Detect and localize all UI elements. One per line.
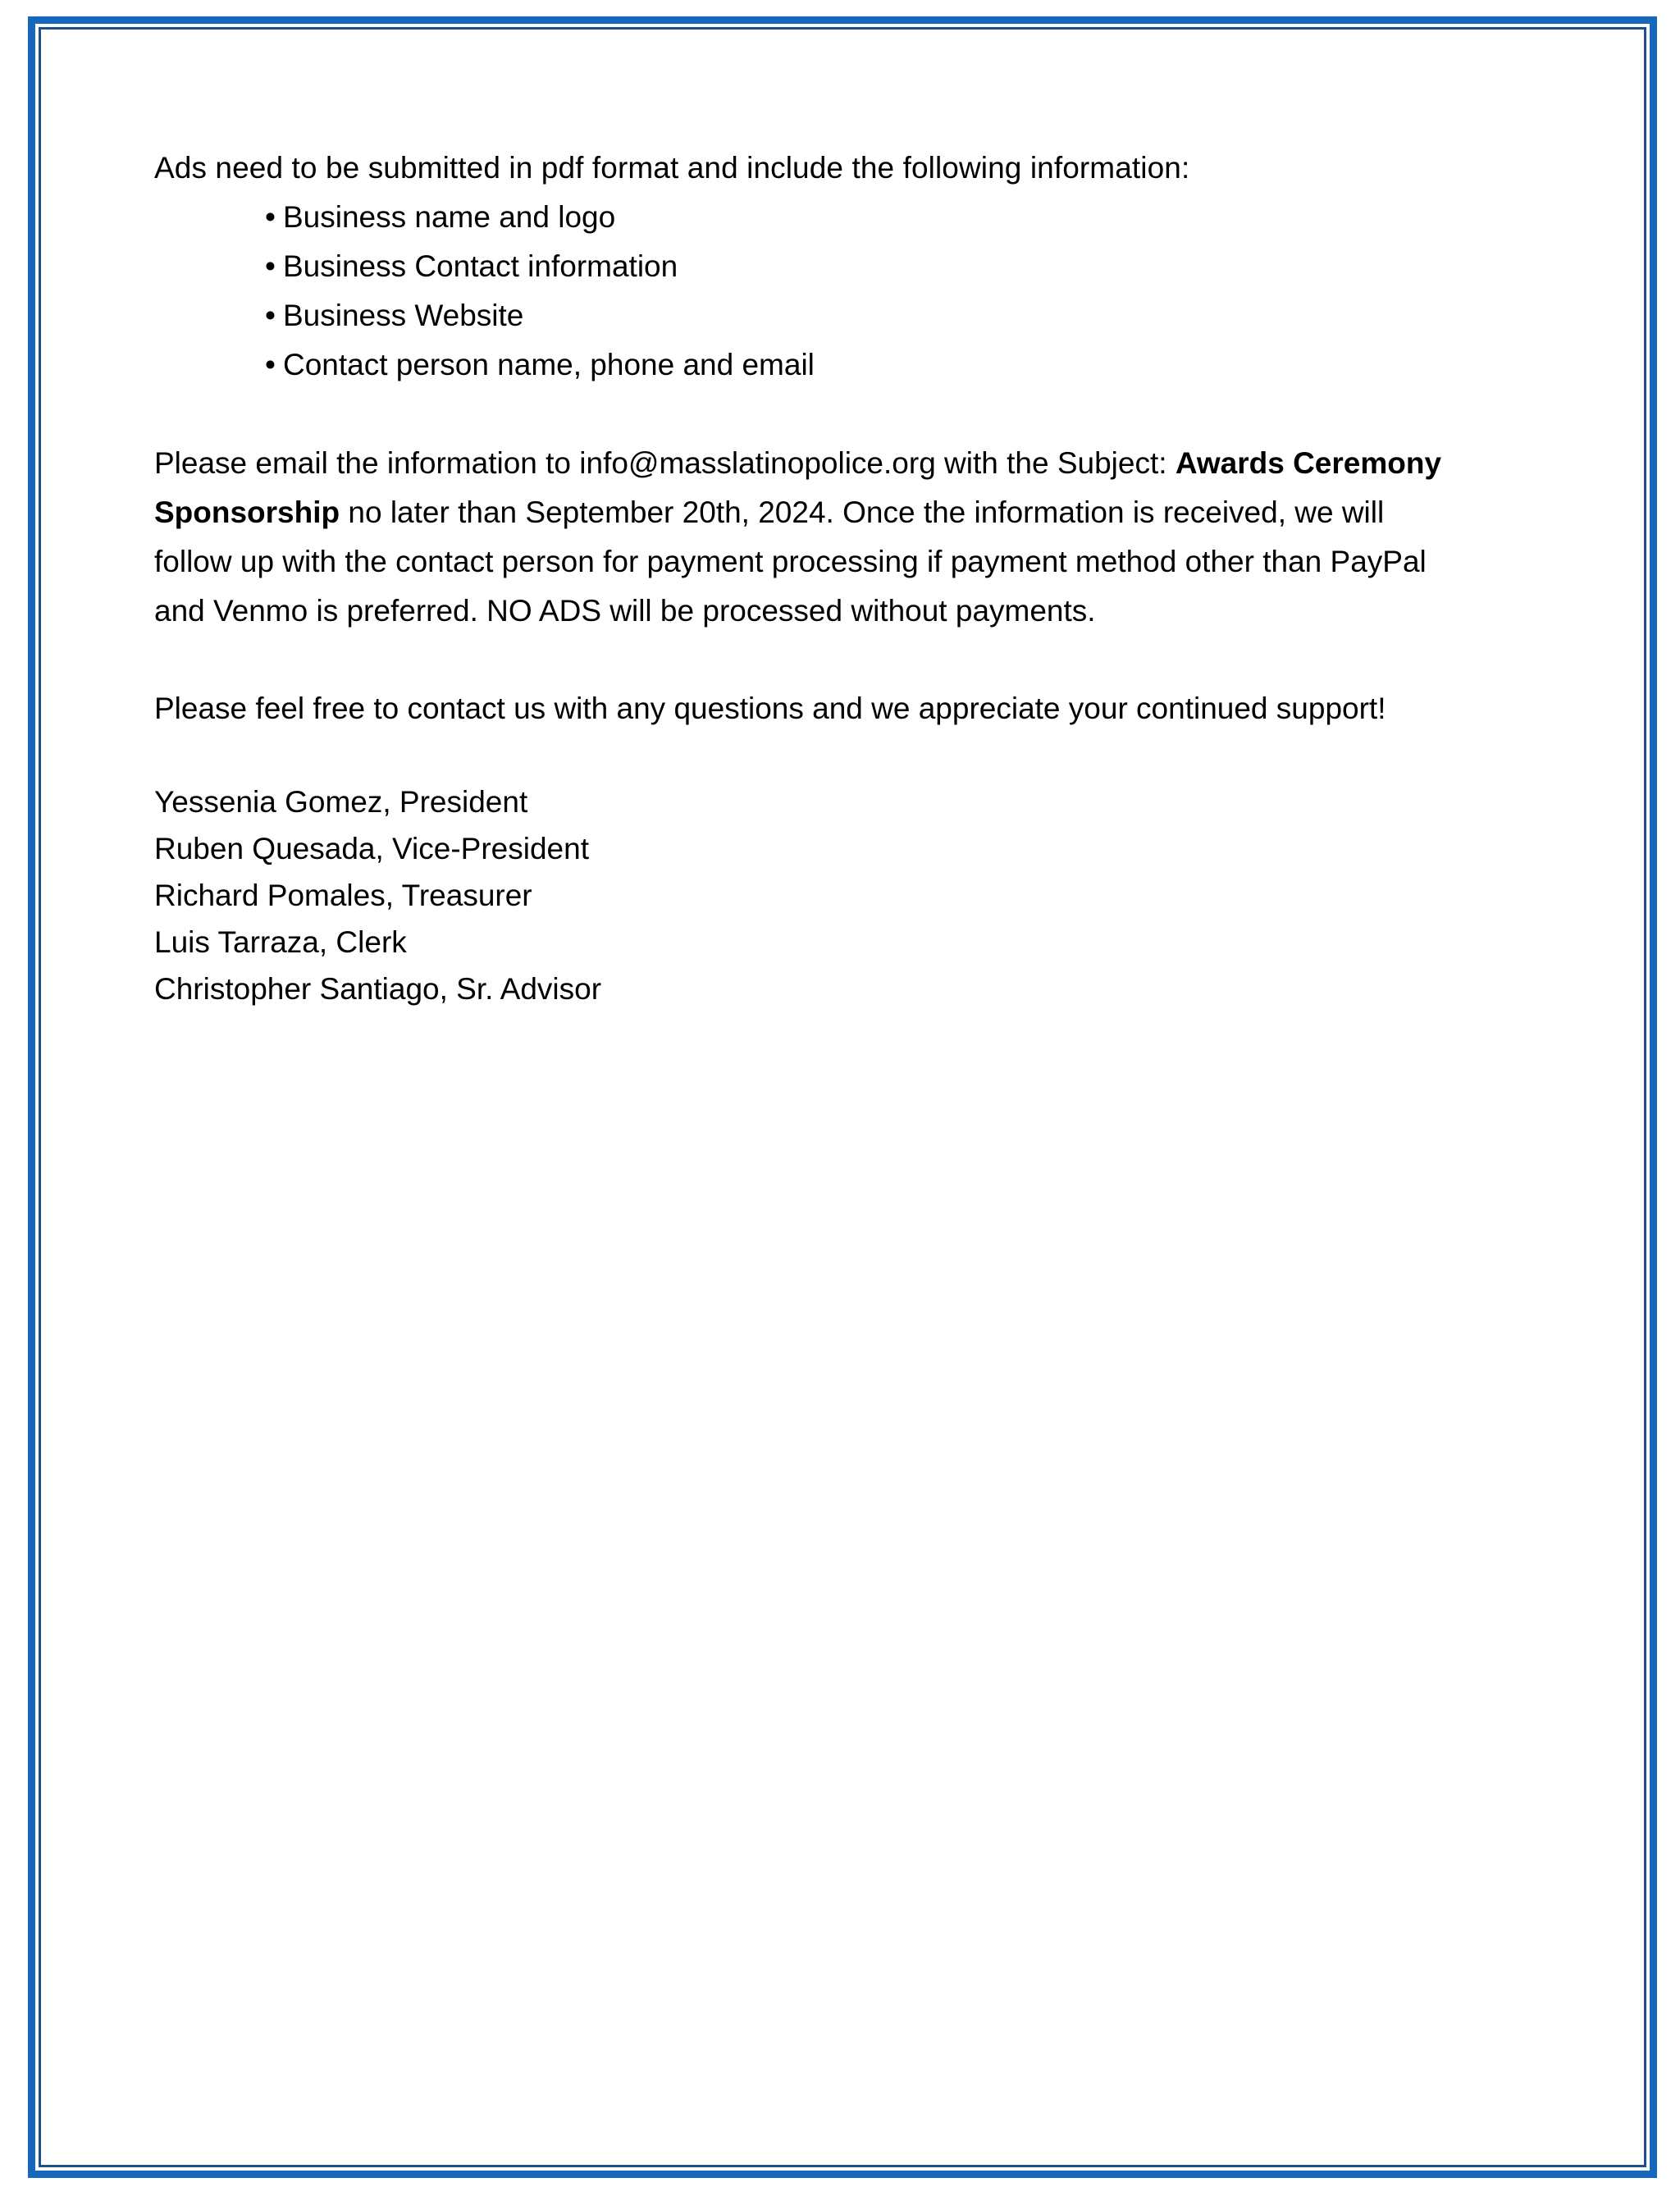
list-item	[265, 291, 1454, 340]
list-item	[265, 340, 1454, 390]
document-body	[154, 144, 1454, 1013]
email-instructions-part1: Please email the information to info@masslatinopolice.org with the Subject:	[154, 445, 1176, 480]
email-instructions-part2: no later than September 20th, 2024. Once the information is received, we will follow up with the contact person for payment processing if payment method other than PayPal and Venmo is preferred. NO ADS will be processed without payments.	[154, 495, 1427, 628]
spacer	[154, 390, 1454, 439]
requirements-list	[154, 193, 1454, 390]
signatory: Ruben Quesada, Vice-President	[154, 832, 589, 866]
email-subject-bold: Awards Ceremony Sponsorship	[154, 445, 1442, 529]
list-item	[265, 242, 1454, 291]
bullet-icon: •	[265, 347, 276, 381]
list-item-label: Business Contact information	[282, 249, 678, 283]
list-item-label: Contact person name, phone and email	[282, 347, 815, 381]
list-item-label: Business Website	[282, 298, 524, 332]
closing-paragraph: Please feel free to contact us with any questions and we appreciate your continued support!	[154, 692, 1386, 726]
bullet-icon: •	[265, 249, 276, 283]
intro-paragraph: Ads need to be submitted in pdf format and include the following information:	[154, 151, 1190, 185]
list-item	[265, 193, 1454, 242]
signatory: Yessenia Gomez, President	[154, 785, 528, 820]
bullet-icon: •	[265, 199, 276, 234]
spacer	[154, 635, 1454, 684]
bullet-icon: •	[265, 298, 276, 332]
signatory: Richard Pomales, Treasurer	[154, 879, 532, 913]
signature-block	[154, 779, 1454, 1013]
signatory: Christopher Santiago, Sr. Advisor	[154, 972, 602, 1007]
list-item-label: Business name and logo	[282, 199, 616, 234]
email-instructions-paragraph	[154, 439, 1454, 636]
spacer	[154, 733, 1454, 779]
signatory: Luis Tarraza, Clerk	[154, 925, 407, 960]
